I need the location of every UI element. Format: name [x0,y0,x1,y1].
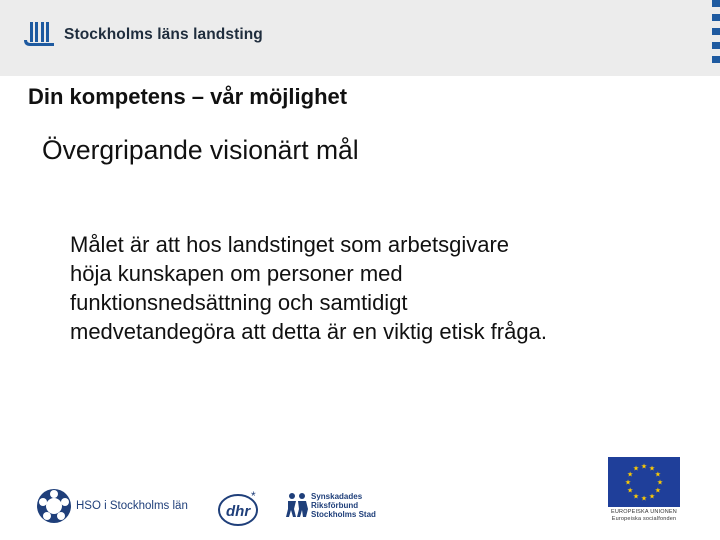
eu-logo [608,457,680,522]
body-line: funktionsnedsättning och samtidigt [70,290,408,315]
hso-label: HSO i Stockholms län [76,500,188,512]
dhr-logo [218,488,264,533]
eu-star-icon: ★ [624,479,632,487]
slide-subtitle: Övergripande visionärt mål [42,135,359,165]
dhr-label: dhr [226,503,251,520]
body-line: Målet är att hos landstinget som arbetsgivare [70,232,510,257]
eu-star-icon: ★ [654,471,662,479]
slide-body [70,230,700,346]
body-line: medvetandegöra att detta är en viktig etisk fråga. [70,319,547,344]
organization-name: Stockholms läns landsting [64,26,263,43]
srf-label: Synskadades Riksförbund Stockholms Stad [311,492,376,519]
footer-logos [0,450,720,540]
org-logo [24,22,263,48]
page-heading: Din kompetens – vår möjlighet [28,84,348,109]
hso-emblem-icon [36,488,72,524]
body-line: höja kunskapen om personer med [70,261,403,286]
dhr-emblem-icon [218,488,264,528]
eu-star-icon: ★ [648,493,656,501]
eu-star-icon: ★ [632,493,640,501]
eu-star-icon: ★ [626,471,634,479]
eu-star-icon: ★ [648,465,656,473]
hso-logo [36,488,188,524]
eu-star-icon: ★ [654,487,662,495]
eu-star-icon: ★ [640,463,648,471]
svg-text:*: * [251,489,256,503]
eu-label: EUROPEISKA UNIONEN Europeiska socialfonden [611,509,677,522]
eu-star-icon: ★ [626,487,634,495]
header-band [0,0,720,76]
eu-flag-icon [608,457,680,507]
people-icon [286,492,308,518]
sll-logo-icon [24,22,58,48]
srf-logo [286,492,376,519]
eu-star-icon: ★ [632,465,640,473]
eu-star-icon: ★ [640,495,648,503]
eu-star-icon: ★ [656,479,664,487]
